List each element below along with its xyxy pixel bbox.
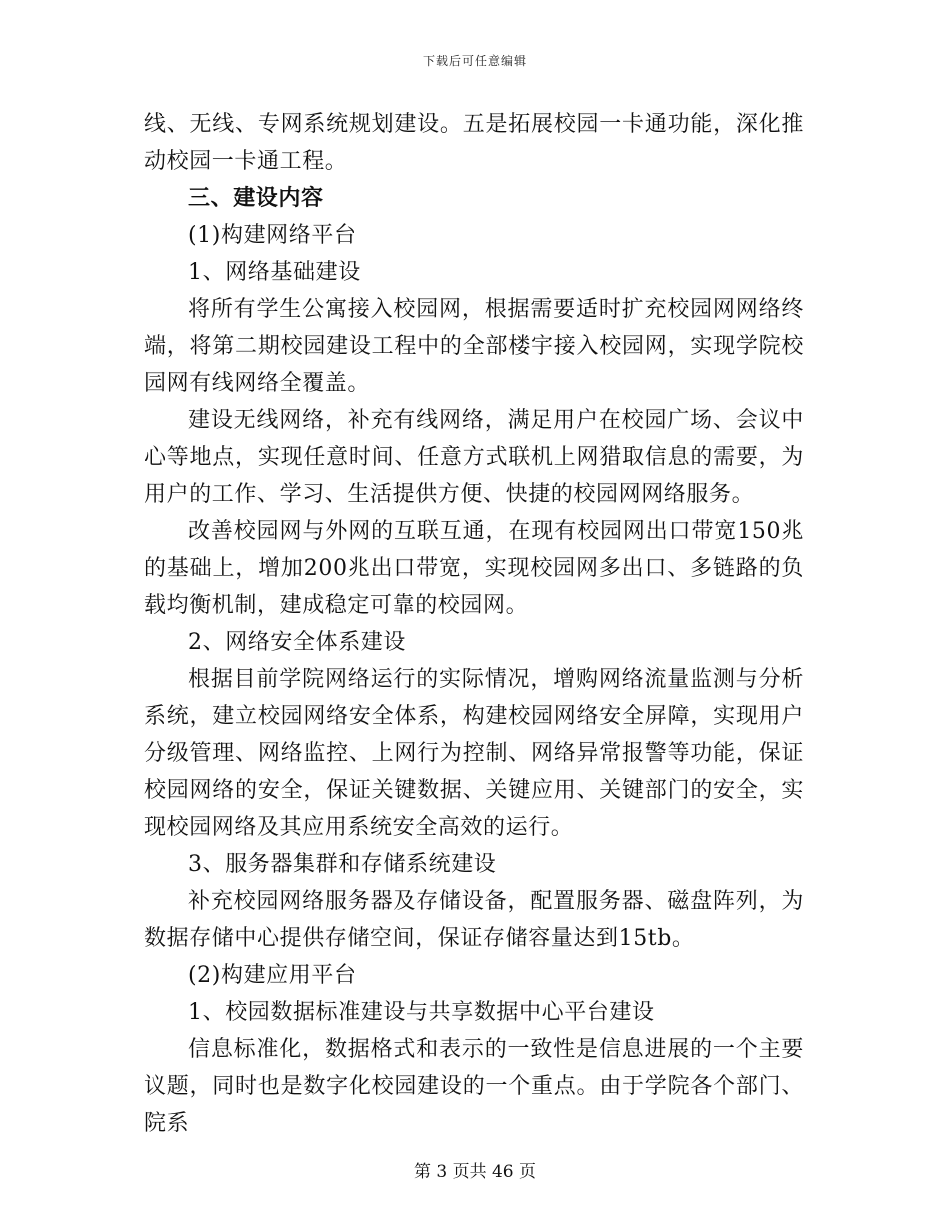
section-heading: 三、建设内容 — [188, 185, 324, 211]
paragraph: 改善校园网与外网的互联互通，在现有校园网出口带宽150兆的基础上，增加200兆出口带宽，实现校园网多出口、多链路的负载均衡机制，建成稳定可靠的校园网。 — [144, 519, 804, 618]
subsection-heading: (2)构建应用平台 — [188, 963, 357, 988]
paragraph: 补充校园网络服务器及存储设备，配置服务器、磁盘阵列，为数据存储中心提供存储空间，保证存储容量达到15tb。 — [144, 889, 804, 951]
item-heading: 2、网络安全体系建设 — [188, 630, 406, 655]
page-number: 第 3 页共 46 页 — [413, 1162, 537, 1182]
document-body — [144, 106, 804, 1142]
paragraph: 信息标准化，数据格式和表示的一致性是信息进展的一个主要议题，同时也是数字化校园建设的一个重点。由于学院各个部门、院系 — [144, 1037, 804, 1136]
paragraph: 根据目前学院网络运行的实际情况，增购网络流量监测与分析系统，建立校园网络安全体系，构建校园网络安全屏障，实现用户分级管理、网络监控、上网行为控制、网络异常报警等功能，保证校园网络的安全，保证关键数据、关键应用、关键部门的安全，实现校园网络及其应用系统安全高效的运行。 — [144, 667, 804, 840]
subsection-heading: (1)构建网络平台 — [188, 223, 357, 248]
paragraph: 线、无线、专网系统规划建设。五是拓展校园一卡通功能，深化推动校园一卡通工程。 — [144, 112, 804, 174]
item-heading: 1、校园数据标准建设与共享数据中心平台建设 — [188, 1000, 655, 1025]
item-heading: 3、服务器集群和存储系统建设 — [188, 852, 497, 877]
item-heading: 1、网络基础建设 — [188, 260, 361, 285]
paragraph: 建设无线网络，补充有线网络，满足用户在校园广场、会议中心等地点，实现任意时间、任意方式联机上网猎取信息的需要，为用户的工作、学习、生活提供方便、快捷的校园网网络服务。 — [144, 408, 804, 507]
paragraph: 将所有学生公寓接入校园网，根据需要适时扩充校园网网络终端，将第二期校园建设工程中的全部楼宇接入校园网，实现学院校园网有线网络全覆盖。 — [144, 297, 804, 396]
page-header: 下载后可任意编辑 — [422, 54, 527, 68]
